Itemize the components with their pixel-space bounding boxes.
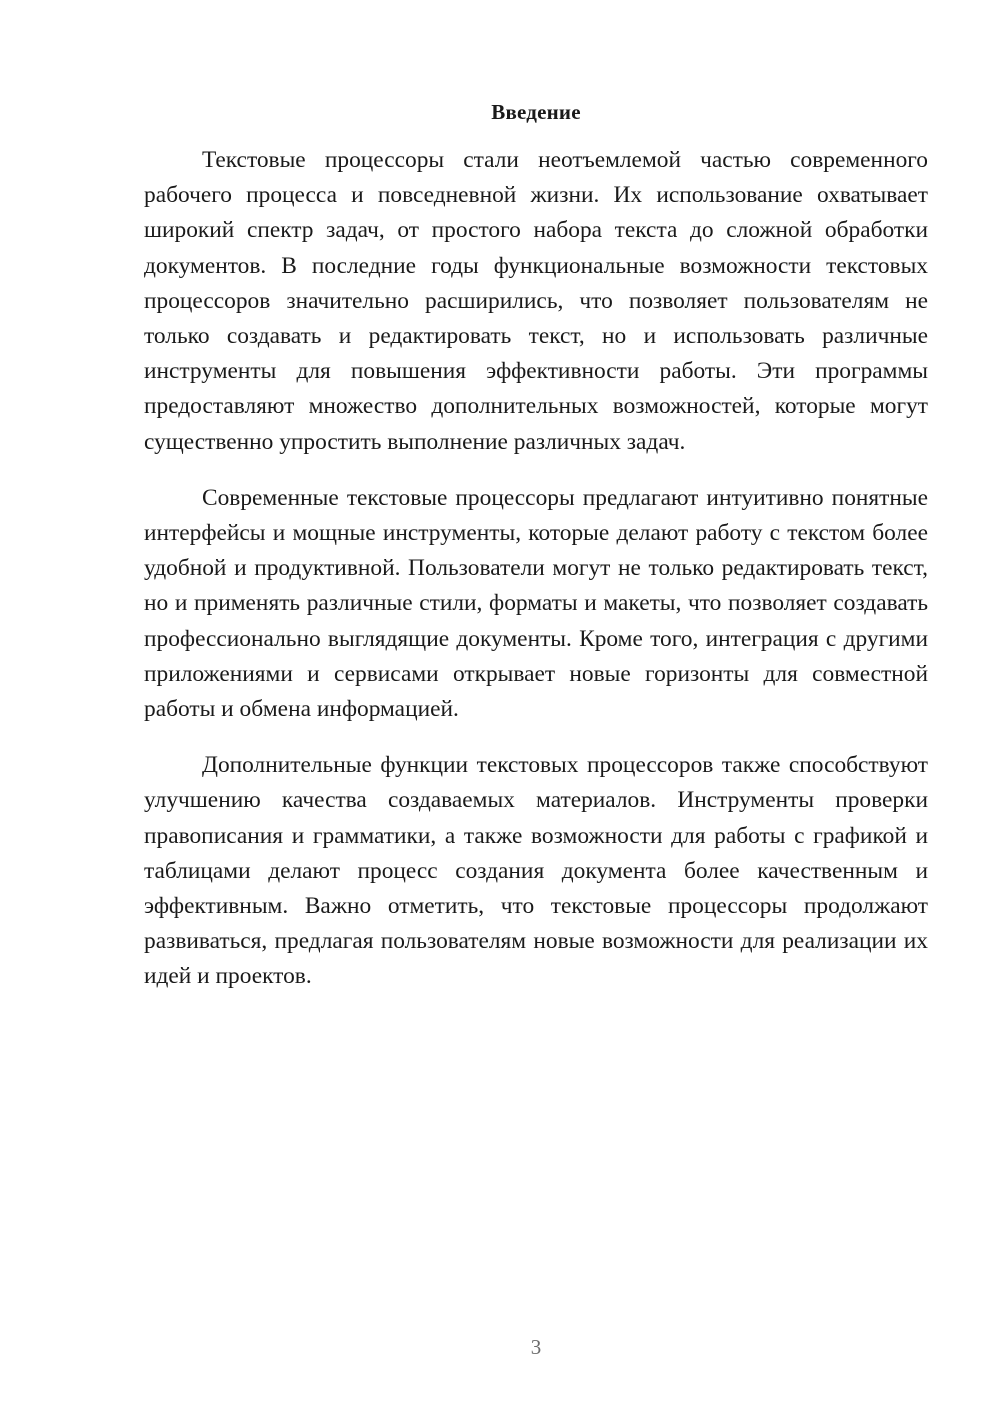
paragraph-1: Текстовые процессоры стали неотъемлемой частью современного рабочего процесса и повседневной жизни. Их использование охватывает широкий спектр задач, от простого набора текста до сложной обработки документов. В последние годы функциональные возможности текстовых процессоров значительно расширились, что позволяет пользователям не только создавать и редактировать текст, но и использовать различные инструменты для повышения эффективности работы. Эти программы предоставляют множество дополнительных возможностей, которые могут существенно упростить выполнение различных задач.: [144, 147, 928, 455]
body-text: [144, 143, 928, 995]
paragraph-2: Современные текстовые процессоры предлагают интуитивно понятные интерфейсы и мощные инструменты, которые делают работу с текстом более удобной и продуктивной. Пользователи могут не только редактировать текст, но и применять различные стили, форматы и макеты, что позволяет создавать профессионально выглядящие документы. Кроме того, интеграция с другими приложениями и сервисами открывает новые горизонты для совместной работы и обмена информацией.: [144, 484, 928, 723]
section-heading: Введение: [491, 100, 581, 124]
paragraph-3: Дополнительные функции текстовых процессоров также способствуют улучшению качества создаваемых материалов. Инструменты проверки правописания и грамматики, а также возможности для работы с графикой и таблицами делают процесс создания документа более качественным и эффективным. Важно отметить, что текстовые процессоры продолжают развиваться, предлагая пользователям новые возможности для реализации их идей и проектов.: [144, 752, 928, 990]
page-number: 3: [530, 1335, 542, 1359]
